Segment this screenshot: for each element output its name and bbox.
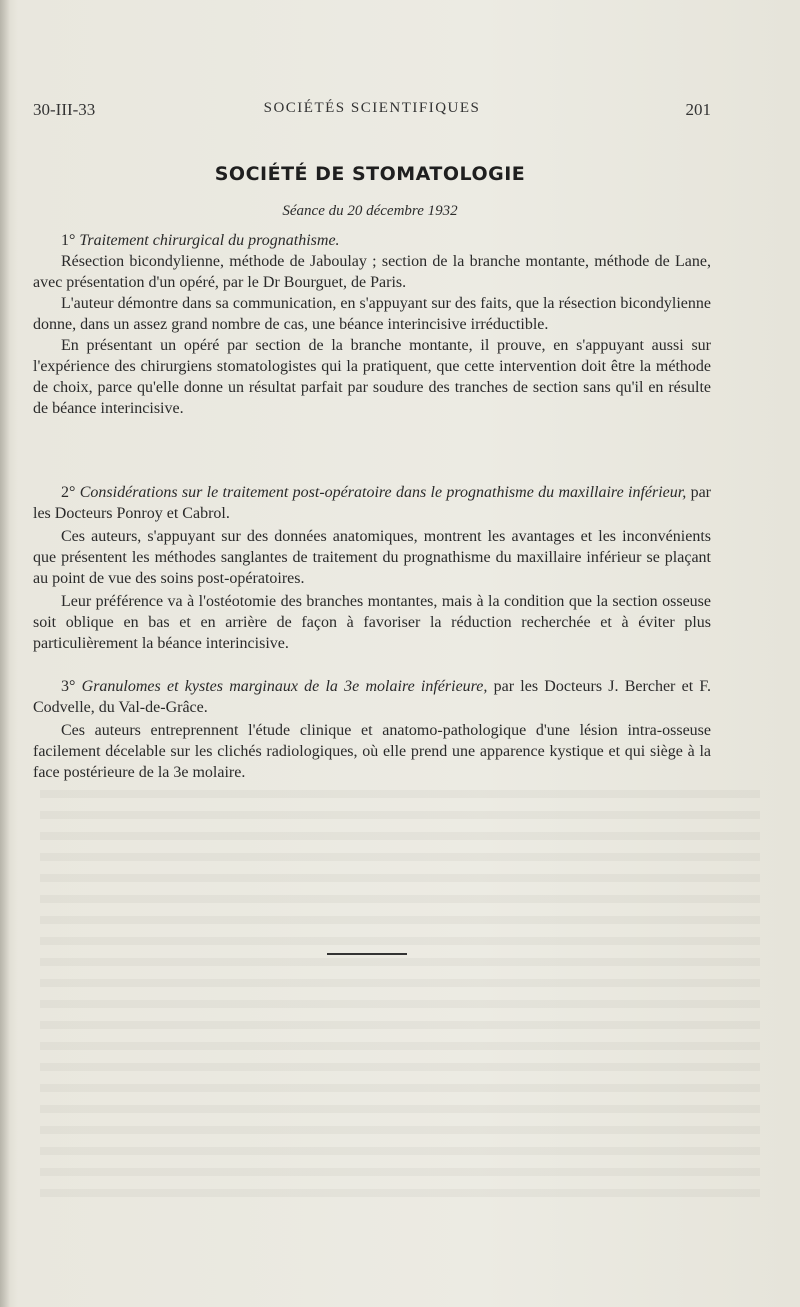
header-page-number: 201 [685, 100, 711, 119]
page-edge-shadow [0, 0, 10, 1307]
end-rule [327, 953, 407, 955]
header-running-title: SOCIÉTÉS SCIENTIFIQUES [263, 100, 481, 116]
item-3-title: Granulomes et kystes marginaux de la 3e molaire inférieure, [81, 678, 488, 695]
section-title: SOCIÉTÉ DE STOMATOLOGIE [214, 163, 526, 185]
show-through-text [40, 790, 760, 1210]
item-2-paragraph: Leur préférence va à l'ostéotomie des branches montantes, mais à la condition que la section osseuse soit oblique en bas et en arrière de façon à favoriser la réduction recherchée et à éviter plus particulièrement la béance interincisive. [33, 593, 711, 652]
item-2-number: 2° [61, 484, 80, 501]
item-1-number: 1° [61, 232, 80, 249]
item-2-title: Considérations sur le traitement post-opératoire dans le prognathisme du maxillaire inférieur, [79, 484, 687, 501]
item-3-number: 3° [61, 678, 82, 695]
item-1-title: Traitement chirurgical du prognathisme. [79, 232, 340, 249]
item-1-paragraph: Résection bicondylienne, méthode de Jaboulay ; section de la branche montante, méthode de Lane, avec présentation d'un opéré, par le Dr Bourguet, de Paris. [33, 253, 711, 291]
item-1-paragraph: En présentant un opéré par section de la branche montante, il prouve, en s'appuyant aussi sur l'expérience des chirurgiens stomatologistes qui la pratiquent, que cette intervention doit être la méthode de choix, parce qu'elle donne un résultat parfait par soudure des tranches de section sans qu'il en résulte de béance interincisive. [33, 337, 711, 417]
item-3-authors: par les Docteurs J. Bercher et F. Codvelle, du Val-de-Grâce. [33, 678, 712, 716]
header-date: 30-III-33 [33, 100, 96, 119]
session-date: Séance du 20 décembre 1932 [282, 203, 458, 219]
item-3 [33, 676, 711, 783]
item-2-paragraph: Ces auteurs, s'appuyant sur des données anatomiques, montrent les avantages et les inconvénients que présentent les méthodes sanglantes de traitement du prognathisme du maxillaire inférieur se plaçant au point de vue des soins post-opératoires. [33, 528, 711, 587]
item-2-heading [33, 482, 711, 524]
item-3-paragraph: Ces auteurs entreprennent l'étude clinique et anatomo-pathologique d'une lésion intra-osseuse facilement décelable sur les clichés radiologiques, où elle prend une apparence kystique et qui siège à la face postérieure de la 3e molaire. [33, 722, 711, 781]
running-head [33, 100, 711, 124]
item-1 [33, 230, 711, 419]
item-2-authors: par les Docteurs Ponroy et Cabrol. [33, 484, 712, 522]
item-3-heading [33, 676, 711, 718]
item-1-paragraph: L'auteur démontre dans sa communication, en s'appuyant sur des faits, que la résection bicondylienne donne, dans un assez grand nombre de cas, une béance interincisive irréductible. [33, 295, 711, 333]
item-1-heading [33, 230, 711, 251]
item-2 [33, 482, 711, 654]
